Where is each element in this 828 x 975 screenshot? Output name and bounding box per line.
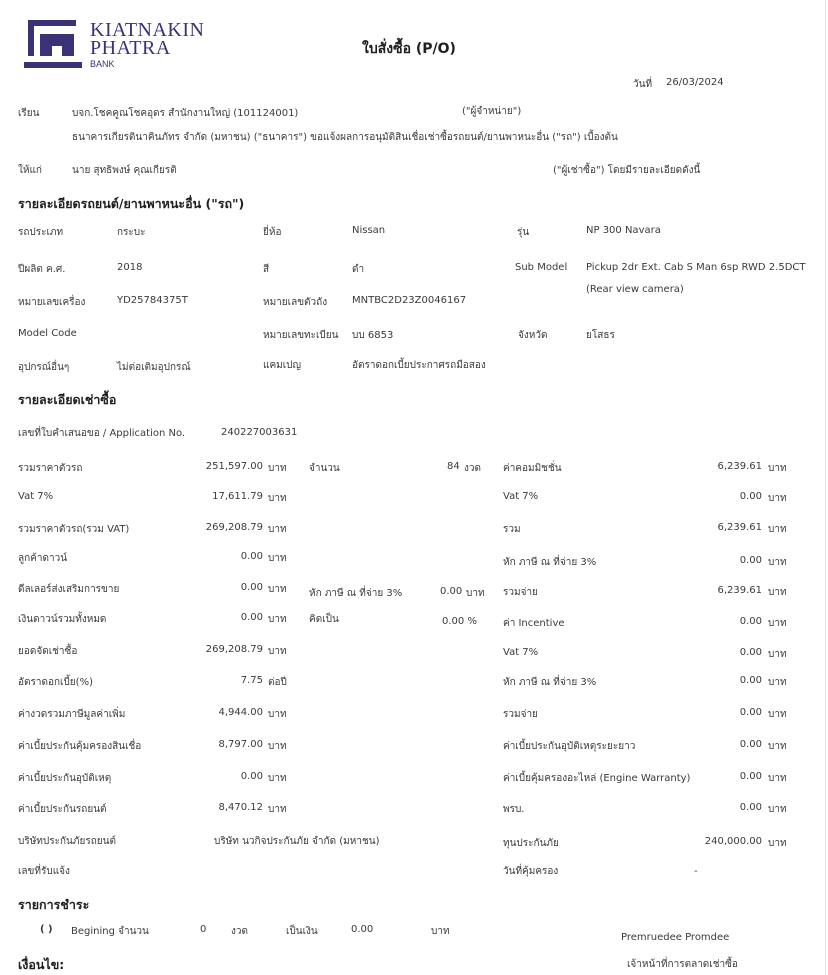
- cover-date-label: วันที่คุ้มครอง: [503, 866, 559, 877]
- begining-count: 0: [200, 924, 207, 935]
- conditions-heading: เงื่อนไข:: [18, 957, 65, 972]
- model-label: รุ่น: [517, 227, 530, 238]
- lease-left-value: 0.00: [240, 612, 263, 623]
- begining-unit: งวด: [231, 926, 248, 937]
- vehicle-type-value: กระบะ: [117, 227, 146, 238]
- installment-count-label: จำนวน: [309, 463, 340, 474]
- mid-wht-unit: บาท: [466, 588, 485, 599]
- lease-left-label: ค่าเบี้ยประกันรถยนต์: [18, 804, 107, 815]
- brand-label: ยี่ห้อ: [263, 227, 282, 238]
- lease-left-value: 8,470.12: [218, 802, 263, 813]
- lease-right-value: 6,239.61: [717, 522, 762, 533]
- plate-value: บบ 6853: [352, 330, 394, 341]
- logo-line3: BANK: [90, 59, 115, 69]
- campaign-value: อัตราดอกเบี้ยประกาศรถมือสอง: [352, 360, 486, 371]
- lease-right-label: ค่าเบี้ยประกันอุบัติเหตุระยะยาว: [503, 741, 636, 752]
- lease-right-label: Vat 7%: [503, 491, 539, 502]
- year-value: 2018: [117, 262, 143, 273]
- sum-insured-label: ทุนประกันภัย: [503, 838, 559, 849]
- installment-count-unit: งวด: [464, 463, 481, 474]
- lease-right-unit: บาท: [768, 524, 787, 535]
- lease-left-label: รวมราคาตัวรถ(รวม VAT): [18, 524, 130, 535]
- lease-left-value: 251,597.00: [205, 461, 263, 472]
- model-code-label: Model Code: [18, 328, 77, 339]
- lease-left-value: 7.75: [240, 675, 263, 686]
- lease-right-value: 0.00: [739, 771, 762, 782]
- engine-value: YD25784375T: [117, 295, 188, 306]
- lease-left-label: ค่างวดรวมภาษีมูลค่าเพิ่ม: [18, 709, 126, 720]
- lease-right-value: 6,239.61: [717, 461, 762, 472]
- percentage-value: 0.00 %: [442, 616, 477, 627]
- lease-left-unit: บาท: [268, 524, 287, 535]
- lease-left-label: ดีลเลอร์ส่งเสริมการขาย: [18, 584, 120, 595]
- lease-left-label: ลูกค้าดาวน์: [18, 553, 68, 564]
- lease-right-value: 0.00: [739, 555, 762, 566]
- mid-wht-value: 0.00: [440, 586, 463, 597]
- sum-insured-value: 240,000.00: [704, 836, 762, 847]
- begining-label: Begining จำนวน: [71, 926, 149, 937]
- sum-insured-unit: บาท: [768, 838, 787, 849]
- lease-right-label: รวมจ่าย: [503, 587, 538, 598]
- lease-left-value: 17,611.79: [212, 491, 263, 502]
- lease-left-unit: บาท: [268, 463, 287, 474]
- application-no-value: 240227003631: [221, 427, 298, 438]
- lease-left-unit: บาท: [268, 493, 287, 504]
- lease-left-unit: บาท: [268, 741, 287, 752]
- payment-amount-unit: บาท: [431, 926, 450, 937]
- cover-date-value: -: [694, 866, 698, 877]
- lease-right-label: หัก ภาษี ณ ที่จ่าย 3%: [503, 677, 597, 688]
- approval-notice: ธนาคารเกียรตินาคินภัทร จำกัด (มหาชน) ("ธนาคาร") ขอแจ้งผลการอนุมัติสินเชื่อเช่าซื้อรถยนต์/ยานพาหนะอื่น ("รถ") เบื้องต้น: [72, 132, 618, 143]
- lease-right-unit: บาท: [768, 618, 787, 629]
- vehicle-heading: รายละเอียดรถยนต์/ยานพาหนะอื่น ("รถ"): [18, 196, 245, 211]
- lease-right-value: 6,239.61: [717, 585, 762, 596]
- province-label: จังหวัด: [518, 330, 548, 341]
- equipment-label: อุปกรณ์อื่นๆ: [18, 362, 70, 373]
- lease-right-value: 0.00: [739, 802, 762, 813]
- payment-heading: รายการชำระ: [18, 897, 90, 912]
- lease-left-value: 0.00: [240, 771, 263, 782]
- lease-right-unit: บาท: [768, 677, 787, 688]
- lease-right-label: ค่า Incentive: [503, 618, 565, 629]
- lease-left-label: Vat 7%: [18, 491, 54, 502]
- engine-label: หมายเลขเครื่อง: [18, 297, 86, 308]
- document-title: ใบสั่งซื้อ (P/O): [362, 41, 456, 57]
- signer-name: Premruedee Promdee: [621, 932, 730, 943]
- province-value: ยโสธร: [586, 330, 615, 341]
- lease-left-label: เงินดาวน์รวมทั้งหมด: [18, 614, 107, 625]
- chassis-label: หมายเลขตัวถัง: [263, 297, 328, 308]
- to-label: เรียน: [18, 108, 40, 119]
- submodel-value-1: Pickup 2dr Ext. Cab S Man 6sp RWD 2.5DCT: [586, 262, 806, 273]
- date-value: 26/03/2024: [666, 77, 724, 88]
- bank-logo: [22, 18, 205, 74]
- signer-role: เจ้าหน้าที่การตลาดเช่าซื้อ: [627, 959, 738, 970]
- lease-right-value: 0.00: [739, 739, 762, 750]
- date-label: วันที่: [633, 79, 653, 90]
- lease-right-unit: บาท: [768, 804, 787, 815]
- lease-right-unit: บาท: [768, 709, 787, 720]
- lease-left-value: 269,208.79: [205, 644, 263, 655]
- lease-left-unit: บาท: [268, 709, 287, 720]
- lease-left-label: ค่าเบี้ยประกันอุบัติเหตุ: [18, 773, 112, 784]
- lease-left-unit: บาท: [268, 553, 287, 564]
- lease-right-value: 0.00: [739, 707, 762, 718]
- lease-left-unit: บาท: [268, 773, 287, 784]
- mid-wht-label: หัก ภาษี ณ ที่จ่าย 3%: [309, 588, 403, 599]
- plate-label: หมายเลขทะเบียน: [263, 330, 339, 341]
- lease-left-unit: บาท: [268, 646, 287, 657]
- lease-right-unit: บาท: [768, 463, 787, 474]
- lease-right-unit: บาท: [768, 493, 787, 504]
- model-value: NP 300 Navara: [586, 225, 661, 236]
- payment-amount-value: 0.00: [351, 924, 374, 935]
- dealer-tag: ("ผู้จำหน่าย"): [462, 106, 522, 117]
- give-label: ให้แก่: [18, 165, 42, 176]
- application-no-label: เลขที่ใบคำเสนอขอ / Application No.: [18, 428, 186, 439]
- bank-logo-mark-icon: [22, 18, 86, 74]
- give-value: นาย สุทธิพงษ์ คุณเกียรติ: [72, 165, 177, 176]
- lease-left-label: อัตราดอกเบี้ย(%): [18, 677, 93, 688]
- lease-right-unit: บาท: [768, 773, 787, 784]
- vehicle-type-label: รถประเภท: [18, 227, 64, 238]
- buyer-tag: ("ผู้เช่าซื้อ") โดยมีรายละเอียดดังนี้: [553, 165, 701, 176]
- payment-amount-label: เป็นเงิน: [286, 926, 318, 937]
- submodel-label: Sub Model: [515, 262, 568, 273]
- lease-right-unit: บาท: [768, 649, 787, 660]
- insurer-label: บริษัทประกันภัยรถยนต์: [18, 836, 116, 847]
- chassis-value: MNTBC2D23Z0046167: [352, 295, 467, 306]
- lease-left-value: 0.00: [240, 551, 263, 562]
- lease-left-value: 269,208.79: [205, 522, 263, 533]
- submodel-value-2: (Rear view camera): [586, 284, 684, 295]
- lease-left-value: 4,944.00: [218, 707, 263, 718]
- lease-left-value: 8,797.00: [218, 739, 263, 750]
- lease-left-unit: ต่อปี: [268, 677, 287, 688]
- lease-right-label: หัก ภาษี ณ ที่จ่าย 3%: [503, 557, 597, 568]
- logo-line2: PHATRA: [90, 37, 171, 59]
- notification-no-label: เลขที่รับแจ้ง: [18, 866, 70, 877]
- lease-left-label: รวมราคาตัวรถ: [18, 463, 83, 474]
- to-value: บจก.โชคคูณโชคอุดร สำนักงานใหญ่ (101124001): [72, 108, 299, 119]
- lease-right-value: 0.00: [739, 647, 762, 658]
- lease-right-label: ค่าคอมมิชชั่น: [503, 463, 562, 474]
- year-label: ปีผลิต ค.ศ.: [18, 264, 66, 275]
- brand-value: Nissan: [352, 225, 386, 236]
- lease-left-unit: บาท: [268, 804, 287, 815]
- installment-count-value: 84: [447, 461, 460, 472]
- lease-right-unit: บาท: [768, 741, 787, 752]
- percentage-label: คิดเป็น: [309, 614, 339, 625]
- color-label: สี: [263, 264, 270, 275]
- lease-left-unit: บาท: [268, 614, 287, 625]
- lease-right-label: ค่าเบี้ยคุ้มครองอะไหล่ (Engine Warranty): [503, 773, 691, 784]
- lease-right-value: 0.00: [739, 616, 762, 627]
- lease-right-label: รวมจ่าย: [503, 709, 538, 720]
- lease-right-label: Vat 7%: [503, 647, 539, 658]
- page-right-edge: [825, 0, 826, 975]
- lease-left-label: ค่าเบี้ยประกันคุ้มครองสินเชื่อ: [18, 741, 142, 752]
- lease-right-label: พรบ.: [503, 804, 525, 815]
- lease-right-unit: บาท: [768, 557, 787, 568]
- lease-right-label: รวม: [503, 524, 521, 535]
- equipment-value: ไม่ต่อเติมอุปกรณ์: [117, 362, 191, 373]
- lease-left-value: 0.00: [240, 582, 263, 593]
- lease-left-unit: บาท: [268, 584, 287, 595]
- payment-checkbox[interactable]: ( ): [40, 924, 53, 935]
- lease-left-label: ยอดจัดเช่าซื้อ: [18, 646, 78, 657]
- lease-right-unit: บาท: [768, 587, 787, 598]
- lease-right-value: 0.00: [739, 491, 762, 502]
- lease-heading: รายละเอียดเช่าซื้อ: [18, 392, 117, 407]
- insurer-value: บริษัท นวกิจประกันภัย จำกัด (มหาชน): [214, 836, 380, 847]
- color-value: ดำ: [352, 264, 365, 275]
- lease-right-value: 0.00: [739, 675, 762, 686]
- logo-line1: KIATNAKIN: [90, 19, 205, 41]
- campaign-label: แคมเปญ: [263, 360, 302, 371]
